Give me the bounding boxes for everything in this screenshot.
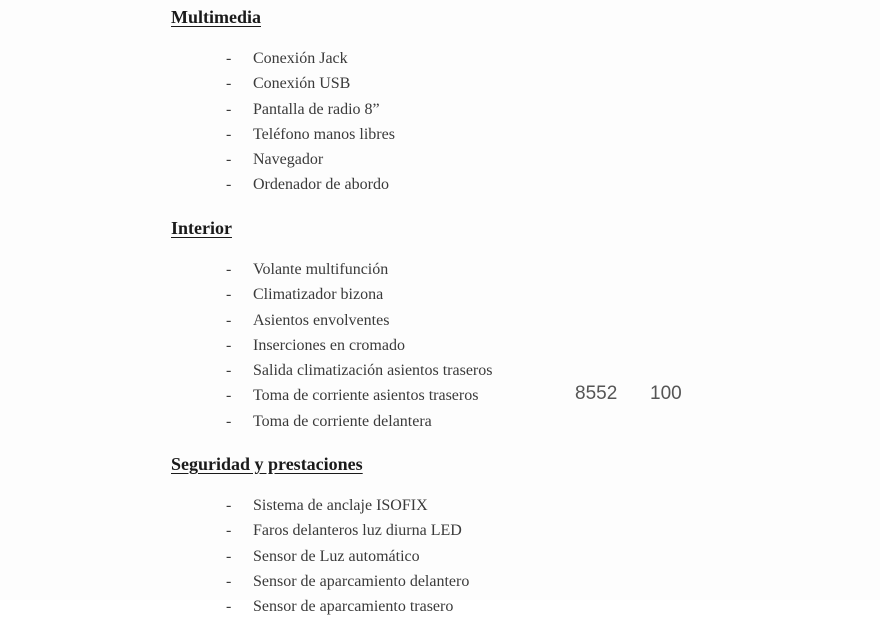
section-heading: Seguridad y prestaciones xyxy=(171,454,363,474)
item-text: Sensor de Luz automático xyxy=(253,547,420,565)
section-heading: Interior xyxy=(171,218,232,238)
bullet-dash: - xyxy=(226,151,232,169)
bullet-dash: - xyxy=(226,547,232,565)
list-item xyxy=(171,333,492,358)
bullet-dash: - xyxy=(226,50,232,67)
overlay-number-left: 8552 xyxy=(575,383,618,404)
list-item xyxy=(171,97,395,122)
bullet-dash: - xyxy=(226,125,232,143)
item-text: Asientos envolventes xyxy=(253,311,390,329)
bullet-dash: - xyxy=(226,176,232,194)
list-item xyxy=(171,358,492,383)
item-list xyxy=(171,493,469,619)
item-text: Toma de corriente delantera xyxy=(253,412,432,430)
item-text: Faros delanteros luz diurna LED xyxy=(253,522,462,540)
overlay-number-right: 100 xyxy=(650,383,682,404)
section-heading: Multimedia xyxy=(171,7,261,27)
item-text: Conexión USB xyxy=(253,75,351,93)
list-item xyxy=(171,46,395,71)
list-item xyxy=(171,594,469,619)
list-item xyxy=(171,122,395,147)
item-text: Toma de corriente asientos traseros xyxy=(253,387,479,405)
item-text: Sensor de aparcamiento trasero xyxy=(253,598,454,616)
item-text: Pantalla de radio 8” xyxy=(253,100,380,118)
list-item xyxy=(171,409,492,434)
item-text: Ordenador de abordo xyxy=(253,176,389,194)
section-seguridad xyxy=(171,453,469,619)
bullet-dash: - xyxy=(226,75,232,93)
list-item xyxy=(171,518,469,543)
item-text: Navegador xyxy=(253,151,324,169)
bullet-dash: - xyxy=(226,497,232,514)
bullet-dash: - xyxy=(226,286,232,304)
list-item xyxy=(171,493,469,518)
bullet-dash: - xyxy=(226,362,232,380)
list-item xyxy=(171,282,492,307)
item-list xyxy=(171,257,492,434)
item-text: Climatizador bizona xyxy=(253,286,384,304)
bullet-dash: - xyxy=(226,572,232,590)
list-item xyxy=(171,544,469,569)
item-text: Salida climatización asientos traseros xyxy=(253,362,493,380)
bullet-dash: - xyxy=(226,100,232,118)
bullet-dash: - xyxy=(226,598,232,616)
list-item xyxy=(171,308,492,333)
bullet-dash: - xyxy=(226,336,232,354)
bullet-dash: - xyxy=(226,261,232,278)
bullet-dash: - xyxy=(226,522,232,540)
list-item xyxy=(171,569,469,594)
item-text: Inserciones en cromado xyxy=(253,336,405,354)
list-item xyxy=(171,257,492,282)
section-multimedia xyxy=(171,6,395,198)
bullet-dash: - xyxy=(226,412,232,430)
list-item xyxy=(171,147,395,172)
bullet-dash: - xyxy=(226,387,232,405)
list-item xyxy=(171,71,395,96)
item-list xyxy=(171,46,395,198)
item-text: Conexión Jack xyxy=(253,50,348,67)
section-interior xyxy=(171,217,492,434)
item-text: Sensor de aparcamiento delantero xyxy=(253,572,470,590)
item-text: Volante multifunción xyxy=(253,261,389,278)
item-text: Sistema de anclaje ISOFIX xyxy=(253,497,428,514)
bullet-dash: - xyxy=(226,311,232,329)
item-text: Teléfono manos libres xyxy=(253,125,395,143)
list-item xyxy=(171,383,492,408)
list-item xyxy=(171,172,395,197)
